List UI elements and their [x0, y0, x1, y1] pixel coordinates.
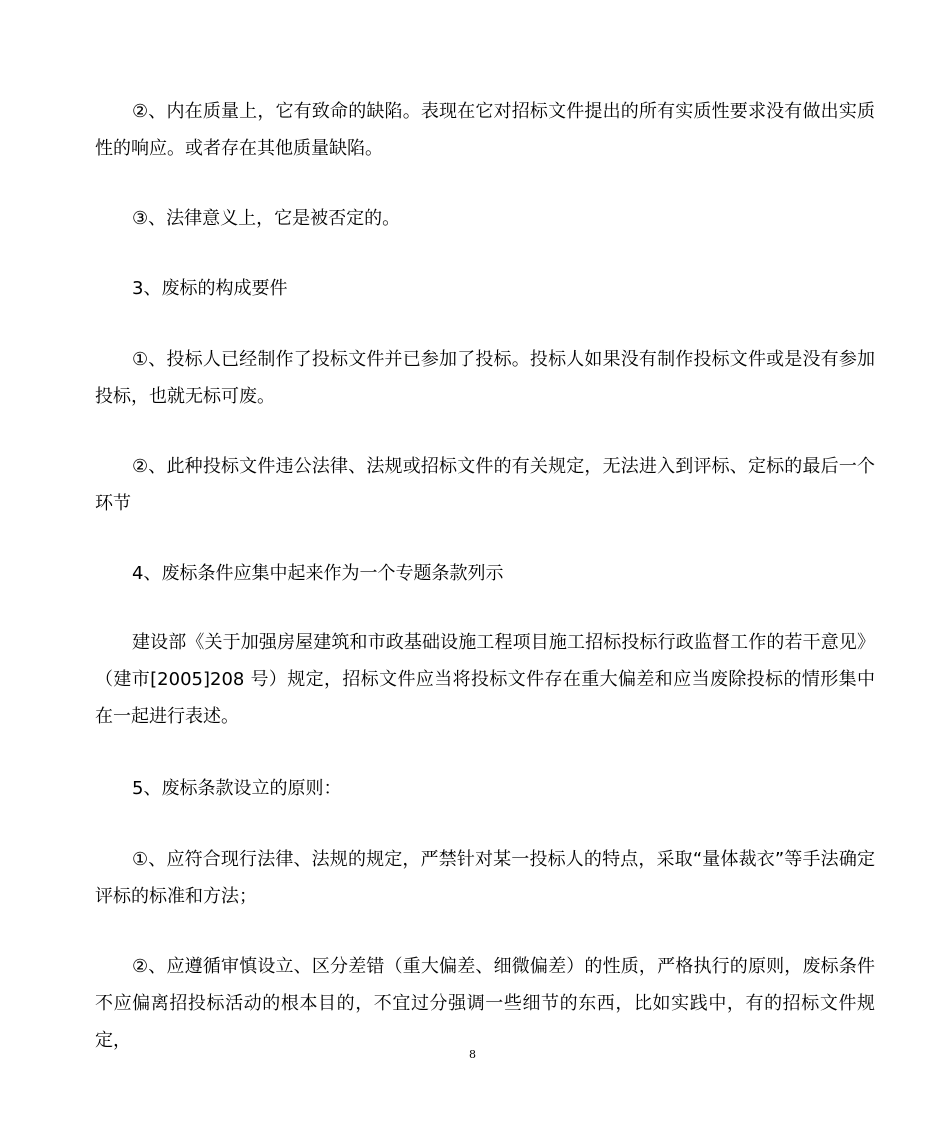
- heading-constituent-elements: 3、废标的构成要件: [132, 278, 288, 299]
- paragraph-violates-law: ②、此种投标文件违公法律、法规或招标文件的有关规定，无法进入到评标、定标的最后一个环节: [95, 456, 875, 514]
- paragraph-principle-prudent: ②、应遵循审慎设立、区分差错（重大偏差、细微偏差）的性质，严格执行的原则，废标条件不应偏离招投标活动的根本目的，不宜过分强调一些细节的东西，比如实践中，有的招标文件规定，: [95, 956, 875, 1051]
- paragraph-ministry-opinion: 建设部《关于加强房屋建筑和市政基础设施工程项目施工招标投标行政监督工作的若干意见》（建市[2005]208 号）规定，招标文件应当将投标文件存在重大偏差和应当废除投标的情形集中在一起进行表述。: [95, 632, 875, 727]
- paragraph-bid-submitted: ①、投标人已经制作了投标文件并已参加了投标。投标人如果没有制作投标文件或是没有参加投标，也就无标可废。: [95, 349, 875, 407]
- heading-centralized-conditions: 4、废标条件应集中起来作为一个专题条款列示: [132, 563, 504, 584]
- heading-principles: 5、废标条款设立的原则：: [132, 778, 342, 799]
- page-number: 8: [469, 1048, 476, 1061]
- paragraph-quality-defect: ②、内在质量上，它有致命的缺陷。表现在它对招标文件提出的所有实质性要求没有做出实质性的响应。或者存在其他质量缺陷。: [95, 101, 875, 159]
- paragraph-legal-negation: ③、法律意义上，它是被否定的。: [132, 208, 401, 229]
- paragraph-principle-legal: ①、应符合现行法律、法规的规定，严禁针对某一投标人的特点，采取“量体裁衣”等手法确定评标的标准和方法；: [95, 849, 875, 907]
